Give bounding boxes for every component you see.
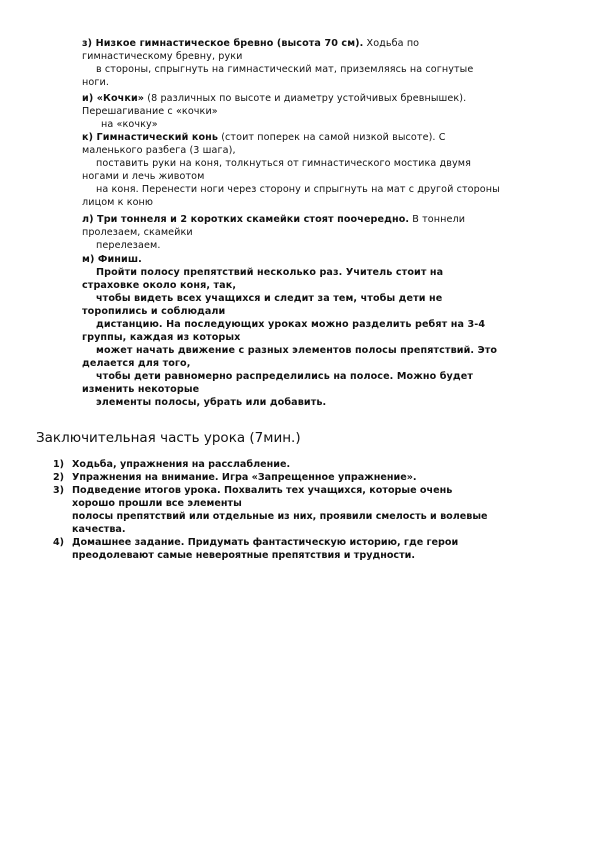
text-line (82, 292, 562, 305)
text-line (82, 183, 562, 196)
text-line (82, 213, 562, 226)
text-run: ногами и лечь животом (82, 171, 205, 182)
text-line (82, 370, 562, 383)
text-line (82, 357, 562, 370)
text-line (82, 305, 562, 318)
list-number: 1) (53, 459, 65, 470)
text-line (82, 239, 562, 252)
text-line (82, 118, 562, 131)
text-line (82, 279, 562, 292)
item-k (82, 131, 562, 209)
item-z (82, 37, 562, 89)
list-item (53, 536, 563, 562)
bold-text: л) Три тоннеля и 2 коротких скамейки стоят поочередно. (82, 214, 410, 225)
list-item-text: преодолевают самые невероятные препятствия и трудности. (72, 550, 416, 561)
text-line (82, 144, 562, 157)
text-run: маленького разбега (3 шага), (82, 145, 236, 156)
list-number: 4) (53, 537, 65, 548)
list-item-text: качества. (72, 524, 126, 535)
bold-text: изменить некоторые (82, 384, 200, 395)
text-run: в стороны, спрыгнуть на гимнастический мат, приземляясь на согнутые (96, 64, 474, 75)
text-run: гимнастическому бревну, руки (82, 51, 243, 62)
text-run: (стоит поперек на самой низкой высоте). С (218, 132, 446, 143)
text-line (82, 105, 562, 118)
text-line (82, 226, 562, 239)
text-line (82, 50, 562, 63)
section-heading: Заключительная часть урока (7мин.) (36, 430, 301, 446)
bold-text: к) Гимнастический конь (82, 132, 219, 143)
text-line (82, 157, 562, 170)
bold-text: м) Финиш. (82, 254, 142, 265)
list-item-text: Упражнения на внимание. Игра «Запрещенное упражнение». (72, 472, 417, 483)
bold-text: дистанцию. На последующих уроках можно разделить ребят на 3-4 (96, 319, 486, 330)
bold-text: группы, каждая из которых (82, 332, 241, 343)
text-line (82, 331, 562, 344)
list-item-text: Домашнее задание. Придумать фантастическую историю, где герои (72, 537, 459, 548)
bold-text: чтобы дети равномерно распределились на полосе. Можно будет (96, 371, 473, 382)
text-line (82, 318, 562, 331)
text-line (82, 170, 562, 183)
list-number: 3) (53, 485, 65, 496)
text-run: пролезаем, скамейки (82, 227, 193, 238)
text-run: на коня. Перенести ноги через сторону и спрыгнуть на мат с другой стороны (96, 184, 500, 195)
text-line (82, 131, 562, 144)
bold-text: элементы полосы, убрать или добавить. (96, 397, 327, 408)
list-item-text: Ходьба, упражнения на расслабление. (72, 459, 291, 470)
text-line (82, 37, 562, 50)
item-l (82, 213, 562, 252)
bold-text: страховке около коня, так, (82, 280, 237, 291)
text-run: лицом к коню (82, 197, 154, 208)
text-run: перелезаем. (96, 240, 161, 251)
text-line (82, 396, 562, 409)
text-run: Ходьба по (363, 38, 420, 49)
bold-text: торопились и соблюдали (82, 306, 226, 317)
bold-text: Пройти полосу препятствий несколько раз. Учитель стоит на (96, 267, 444, 278)
bold-text: з) Низкое гимнастическое бревно (высота 70 см). (82, 38, 364, 49)
text-run: ноги. (82, 77, 109, 88)
text-run: поставить руки на коня, толкнуться от гимнастического мостика двумя (96, 158, 471, 169)
text-line (82, 76, 562, 89)
text-run: (8 различных по высоте и диаметру устойчивых бревнышек). (144, 93, 467, 104)
text-line (82, 253, 562, 266)
item-m (82, 253, 562, 409)
bold-text: чтобы видеть всех учащихся и следит за тем, чтобы дети не (96, 293, 443, 304)
list-item (53, 471, 563, 484)
bold-text: может начать движение с разных элементов полосы препятствий. Это (96, 345, 498, 356)
text-run: Перешагивание с «кочки» (82, 106, 218, 117)
bold-text: делается для того, (82, 358, 191, 369)
text-line (82, 266, 562, 279)
list-item-text: Подведение итогов урока. Похвалить тех учащихся, которые очень (72, 485, 453, 496)
text-line (82, 92, 562, 105)
list-number: 2) (53, 472, 65, 483)
list-item (53, 484, 563, 536)
list-item-text: хорошо прошли все элементы (72, 498, 242, 509)
text-line (82, 63, 562, 76)
bold-text: и) «Кочки» (82, 93, 145, 104)
text-run: В тоннели (409, 214, 466, 225)
list-item (53, 458, 563, 471)
text-line (82, 196, 562, 209)
item-i (82, 92, 562, 131)
text-run: на «кочку» (101, 119, 158, 130)
text-line (82, 383, 562, 396)
text-line (82, 344, 562, 357)
final-list (53, 458, 563, 562)
list-item-text: полосы препятствий или отдельные из них, проявили смелость и волевые (72, 511, 488, 522)
